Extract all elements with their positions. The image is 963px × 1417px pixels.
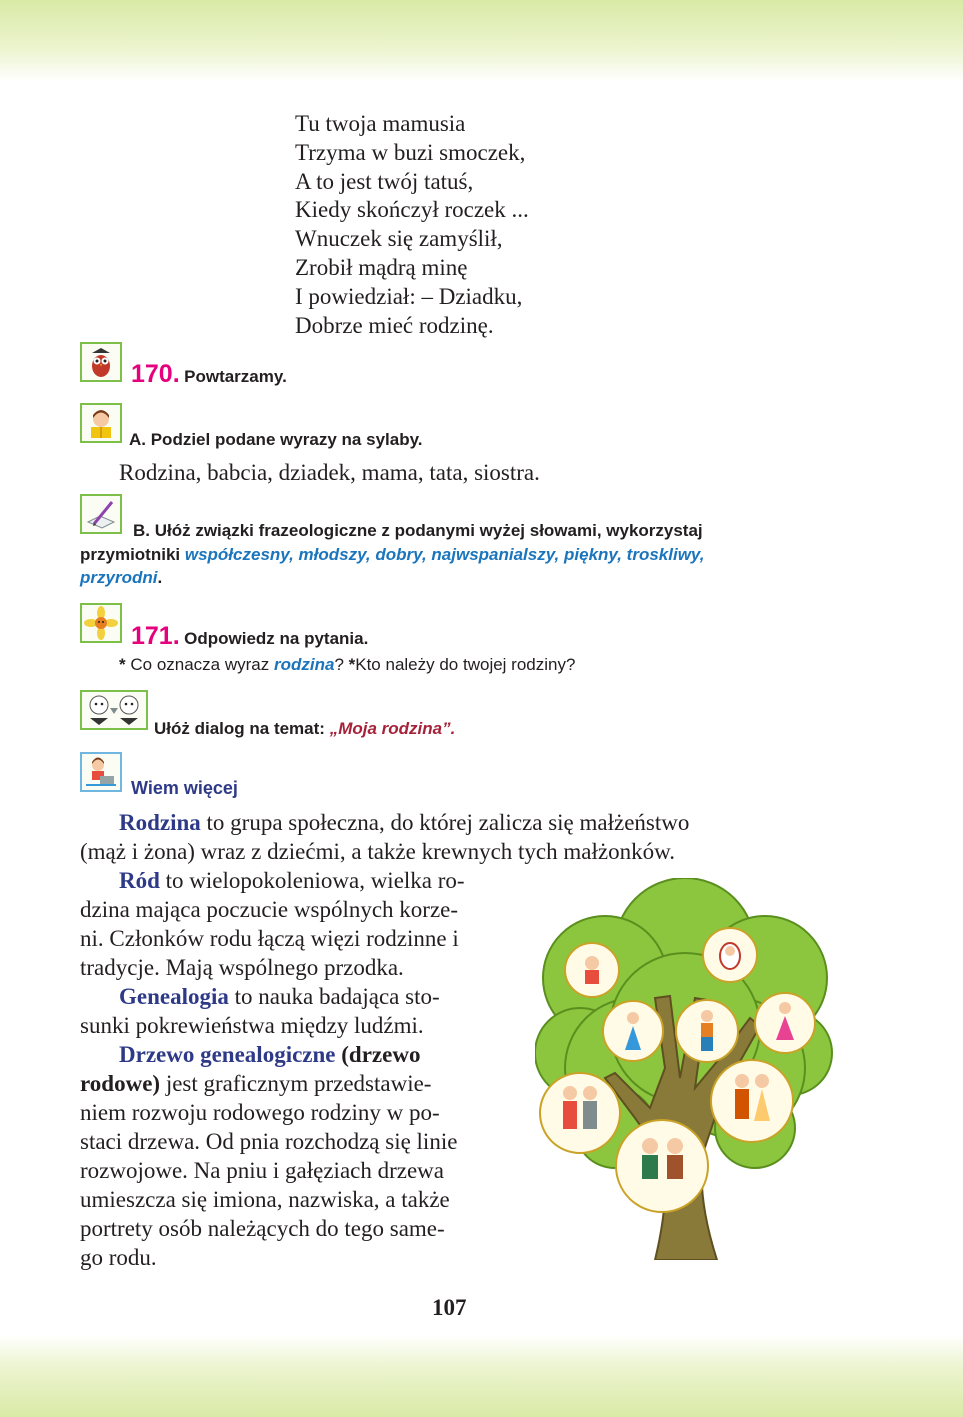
exercise-170-b-line2 bbox=[80, 545, 704, 565]
reading-girl-icon bbox=[80, 403, 122, 443]
term-alt: (drzewo bbox=[335, 1042, 421, 1067]
b-end: . bbox=[157, 568, 163, 587]
q1-prefix: Co oznacza wyraz bbox=[130, 655, 274, 674]
exercise-number: 170. bbox=[131, 360, 180, 388]
definition-text: to wielopokoleniowa, wielka ro- bbox=[159, 868, 465, 893]
dialog-faces-icon bbox=[80, 690, 148, 730]
drzewo-paragraph-line2 bbox=[80, 1070, 431, 1099]
term-drzewo-genealogiczne: Drzewo genealogiczne bbox=[119, 1042, 336, 1067]
rod-paragraph-line1 bbox=[119, 867, 465, 896]
exercise-170-b-line3 bbox=[80, 568, 162, 588]
family-tree-illustration bbox=[535, 878, 833, 1260]
bullet-star: * bbox=[119, 655, 126, 674]
rodzina-paragraph-line1 bbox=[119, 809, 689, 838]
drzewo-paragraph-line3: niem rozwoju rodowego rodziny w po- bbox=[80, 1100, 440, 1125]
genealogia-paragraph-line2: sunki pokrewieństwa między ludźmi. bbox=[80, 1013, 424, 1038]
exercise-170-header bbox=[131, 360, 287, 389]
exercise-171-header bbox=[131, 622, 368, 651]
definition-text: to nauka badająca sto- bbox=[228, 984, 440, 1009]
poem-line: Wnuczek się zamyślił, bbox=[295, 226, 503, 252]
poem-line: I powiedział: – Dziadku, bbox=[295, 283, 523, 309]
dialog-task bbox=[154, 719, 455, 739]
rodzina-paragraph-line2: (mąż i żona) wraz z dziećmi, a także krewnych tych małżonków. bbox=[80, 839, 675, 864]
exercise-171-questions bbox=[119, 655, 575, 675]
poem-line: Trzyma w buzi smoczek, bbox=[295, 139, 526, 165]
rod-paragraph-line4: tradycje. Mają wspólnego przodka. bbox=[80, 955, 404, 980]
q1-keyword: rodzina bbox=[273, 655, 335, 674]
exercise-title: Odpowiedz na pytania. bbox=[184, 629, 369, 648]
bottom-color-band bbox=[0, 1335, 963, 1417]
drzewo-paragraph-line1 bbox=[119, 1041, 420, 1070]
rod-paragraph-line2: dzina mająca poczucie wspólnych korze- bbox=[80, 897, 459, 922]
sunflower-icon bbox=[80, 603, 122, 643]
poem-line: Kiedy skończył roczek ... bbox=[295, 197, 529, 223]
girl-laptop-icon bbox=[80, 752, 122, 792]
bullet-star: * bbox=[348, 655, 356, 674]
poem-line: Tu twoja mamusia bbox=[295, 111, 466, 136]
adjective-last: przyrodni bbox=[80, 568, 158, 587]
term-rodzina: Rodzina bbox=[119, 810, 201, 835]
drzewo-paragraph-line5: rozwojowe. Na pniu i gałęziach drzewa bbox=[80, 1158, 445, 1183]
adjective-list: współczesny, młodszy, dobry, najwspanialszy, piękny, troskliwy, bbox=[184, 545, 705, 564]
rod-paragraph-line3: ni. Członków rodu łączą więzi rodzinne i bbox=[80, 926, 459, 951]
drzewo-paragraph-line6: umieszcza się imiona, nazwiska, a także bbox=[80, 1187, 450, 1212]
exercise-170-a-words: Rodzina, babcia, dziadek, mama, tata, siostra. bbox=[119, 460, 540, 485]
drzewo-paragraph-line7: portrety osób należących do tego same- bbox=[80, 1216, 445, 1241]
exercise-170-b-line1: B. Ułóż związki frazeologiczne z podanymi wyżej słowami, wykorzystaj bbox=[133, 521, 703, 540]
wiem-wiecej-heading: Wiem więcej bbox=[131, 778, 238, 798]
page-number: 107 bbox=[432, 1295, 467, 1320]
poem-line: Dobrze mieć rodzinę. bbox=[295, 312, 494, 338]
drzewo-paragraph-line8: go rodu. bbox=[80, 1245, 157, 1270]
poem bbox=[295, 110, 529, 340]
q2: Kto należy do twojej rodziny? bbox=[355, 655, 576, 674]
definition-text: jest graficznym przedstawie- bbox=[160, 1071, 432, 1096]
drzewo-paragraph-line4: staci drzewa. Od pnia rozchodzą się linie bbox=[80, 1129, 458, 1154]
genealogia-paragraph-line1 bbox=[119, 983, 440, 1012]
dialog-prefix: Ułóż dialog na temat: bbox=[154, 719, 330, 738]
exercise-title: Powtarzamy. bbox=[184, 367, 287, 386]
exercise-number: 171. bbox=[131, 622, 180, 650]
book-pen-icon bbox=[80, 494, 122, 534]
term-rod: Ród bbox=[119, 868, 160, 893]
b-prefix: przymiotniki bbox=[80, 545, 185, 564]
owl-teacher-icon bbox=[80, 342, 122, 382]
exercise-170-a-label: A. Podziel podane wyrazy na sylaby. bbox=[129, 430, 423, 449]
q1-suffix: ? bbox=[334, 655, 349, 674]
dialog-topic: „Moja rodzina”. bbox=[329, 719, 456, 738]
poem-line: Zrobił mądrą minę bbox=[295, 254, 468, 280]
top-color-band bbox=[0, 0, 963, 82]
term-genealogia: Genealogia bbox=[119, 984, 229, 1009]
term-alt: rodowe) bbox=[80, 1071, 161, 1096]
definition-text: to grupa społeczna, do której zalicza się małżeństwo bbox=[200, 810, 690, 835]
poem-line: A to jest twój tatuś, bbox=[295, 168, 474, 194]
